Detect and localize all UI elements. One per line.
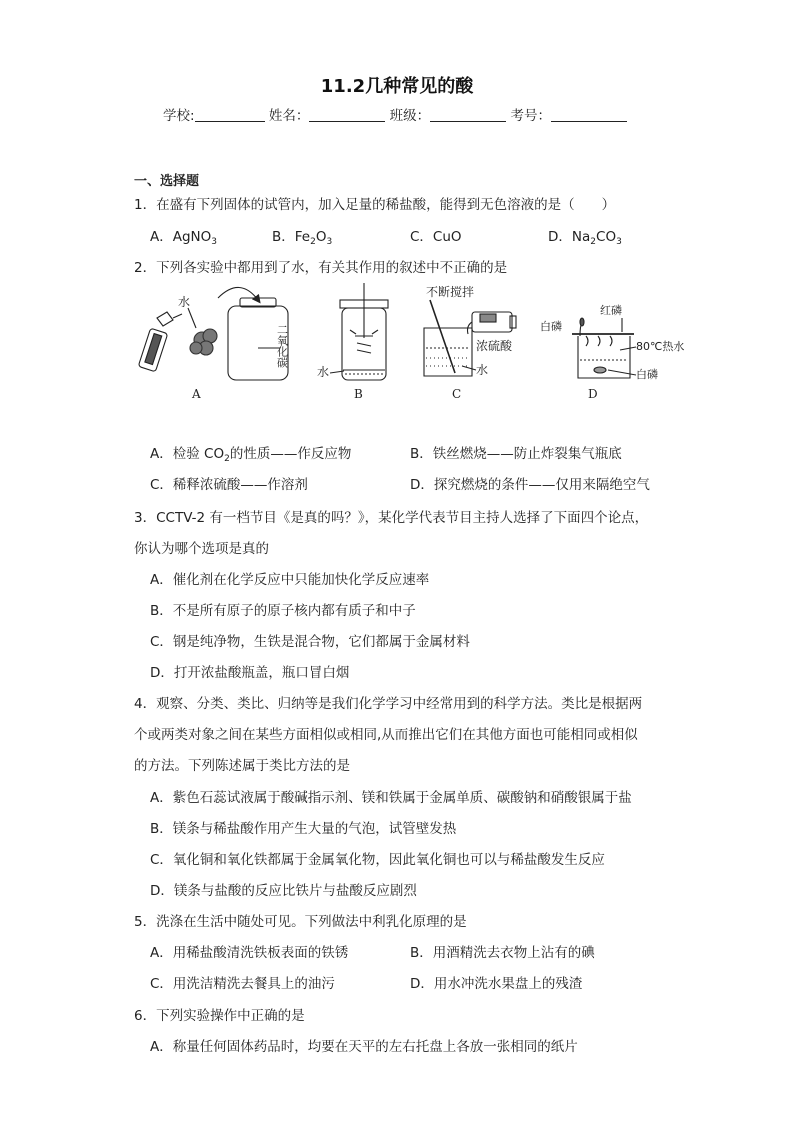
section-heading: 一、选择题 (134, 174, 200, 189)
fig-c-acid-label: 浓硫酸 (476, 339, 513, 353)
page-title: 11.2几种常见的酸 (320, 76, 474, 97)
q5-stem: 5．洗涤在生活中随处可见。下列做法中利乳化原理的是 (134, 914, 467, 930)
flower-icon (190, 329, 217, 355)
q3-option-c: C．钢是纯净物，生铁是混合物，它们都属于金属材料 (150, 634, 470, 650)
q1-option-a: A．AgNO$_3$ (150, 229, 217, 247)
school-blank[interactable] (195, 107, 265, 122)
q2-option-c: C．稀释浓硫酸——作溶剂 (150, 477, 308, 493)
spray-bottle-icon (138, 312, 182, 372)
q4-stem-line2: 个或两类对象之间在某些方面相似或相同,从而推出它们在其他方面也可能相同或相似 (134, 727, 638, 743)
name-blank[interactable] (309, 107, 385, 122)
q5-option-a: A．用稀盐酸清洗铁板表面的铁锈 (150, 945, 349, 961)
fig-c-water-label: 水 (476, 363, 489, 377)
q6-option-a: A．称量任何固体药品时，均要在天平的左右托盘上各放一张相同的纸片 (150, 1039, 578, 1055)
q3-option-a: A．催化剂在化学反应中只能加快化学反应速率 (150, 572, 430, 588)
fig-b-water-label: 水 (317, 365, 330, 379)
q3-stem-line1: 3．CCTV-2 有一档节目《是真的吗？》，某化学代表节目主持人选择了下面四个论点， (134, 510, 649, 526)
fig-c-stir-label: 不断搅拌 (426, 285, 475, 299)
q4-option-a: A．紫色石蕊试液属于酸碱指示剂、镁和铁属于金属单质、碳酸钠和硝酸银属于盐 (150, 790, 632, 806)
q1-option-b: B．$Fe_2O_3$ (272, 229, 333, 247)
fig-a-gas-label: 二氧化碳 (275, 324, 289, 368)
glass-rod (430, 300, 455, 373)
q1-stem: 1．在盛有下列固体的试管内，加入足量的稀盐酸，能得到无色溶液的是（ ） (134, 197, 616, 213)
q4-option-d: D．镁条与盐酸的反应比铁片与盐酸反应剧烈 (150, 883, 417, 899)
student-info-line (163, 104, 627, 124)
fig-d-white1-label: 白磷 (540, 320, 562, 333)
q1-option-d: D．$Na_2CO_3$ (548, 229, 622, 247)
q3-stem-line2: 你认为哪个选项是真的 (134, 541, 269, 557)
q4-stem-line1: 4．观察、分类、类比、归纳等是我们化学学习中经常用到的科学方法。类比是根据两 (134, 696, 643, 712)
q1-option-c: C．CuO (410, 229, 462, 245)
q4-option-b: B．镁条与稀盐酸作用产生大量的气泡，试管壁发热 (150, 821, 457, 837)
class-blank[interactable] (430, 107, 506, 122)
q2-option-d: D．探究燃烧的条件——仅用来隔绝空气 (410, 477, 650, 493)
q5-option-c: C．用洗洁精洗去餐具上的油污 (150, 976, 335, 992)
fig-a-water-label: 水 (178, 295, 191, 309)
number-blank[interactable] (551, 107, 627, 122)
fig-a-caption: A (192, 387, 201, 401)
fig-d-hot-label: 80℃热水 (636, 340, 685, 353)
fig-c-caption: C (452, 387, 462, 401)
q3-option-b: B．不是所有原子的原子核内都有质子和中子 (150, 603, 416, 619)
q2-option-b: B．铁丝燃烧——防止炸裂集气瓶底 (410, 446, 622, 462)
q4-stem-line3: 的方法。下列陈述属于类比方法的是 (134, 758, 350, 774)
beaker-d (572, 318, 634, 378)
q2-experiment-figure (130, 278, 700, 403)
fig-b-caption: B (354, 387, 363, 401)
class-label: 班级： (389, 108, 431, 124)
number-label: 考号： (510, 108, 551, 124)
fig-d-white2-label: 白磷 (636, 368, 658, 381)
reagent-bottle-c (468, 312, 517, 334)
fig-d-red-label: 红磷 (600, 304, 622, 317)
fig-d-caption: D (588, 387, 598, 401)
q4-option-c: C．氧化铜和氧化铁都属于金属氧化物，因此氧化铜也可以与稀盐酸发生反应 (150, 852, 605, 868)
q2-option-a: A．检验 $CO_2$的性质——作反应物 (150, 446, 352, 464)
q6-stem: 6．下列实验操作中正确的是 (134, 1008, 305, 1024)
school-label: 学校: (163, 108, 195, 124)
q5-option-d: D．用水冲洗水果盘上的残渣 (410, 976, 583, 992)
q3-option-d: D．打开浓盐酸瓶盖，瓶口冒白烟 (150, 665, 350, 681)
name-label: 姓名： (268, 108, 310, 124)
q5-option-b: B．用酒精洗去衣物上沾有的碘 (410, 945, 595, 961)
q2-stem: 2．下列各实验中都用到了水，有关其作用的叙述中不正确的是 (134, 260, 508, 276)
gas-jar-b (340, 283, 388, 380)
